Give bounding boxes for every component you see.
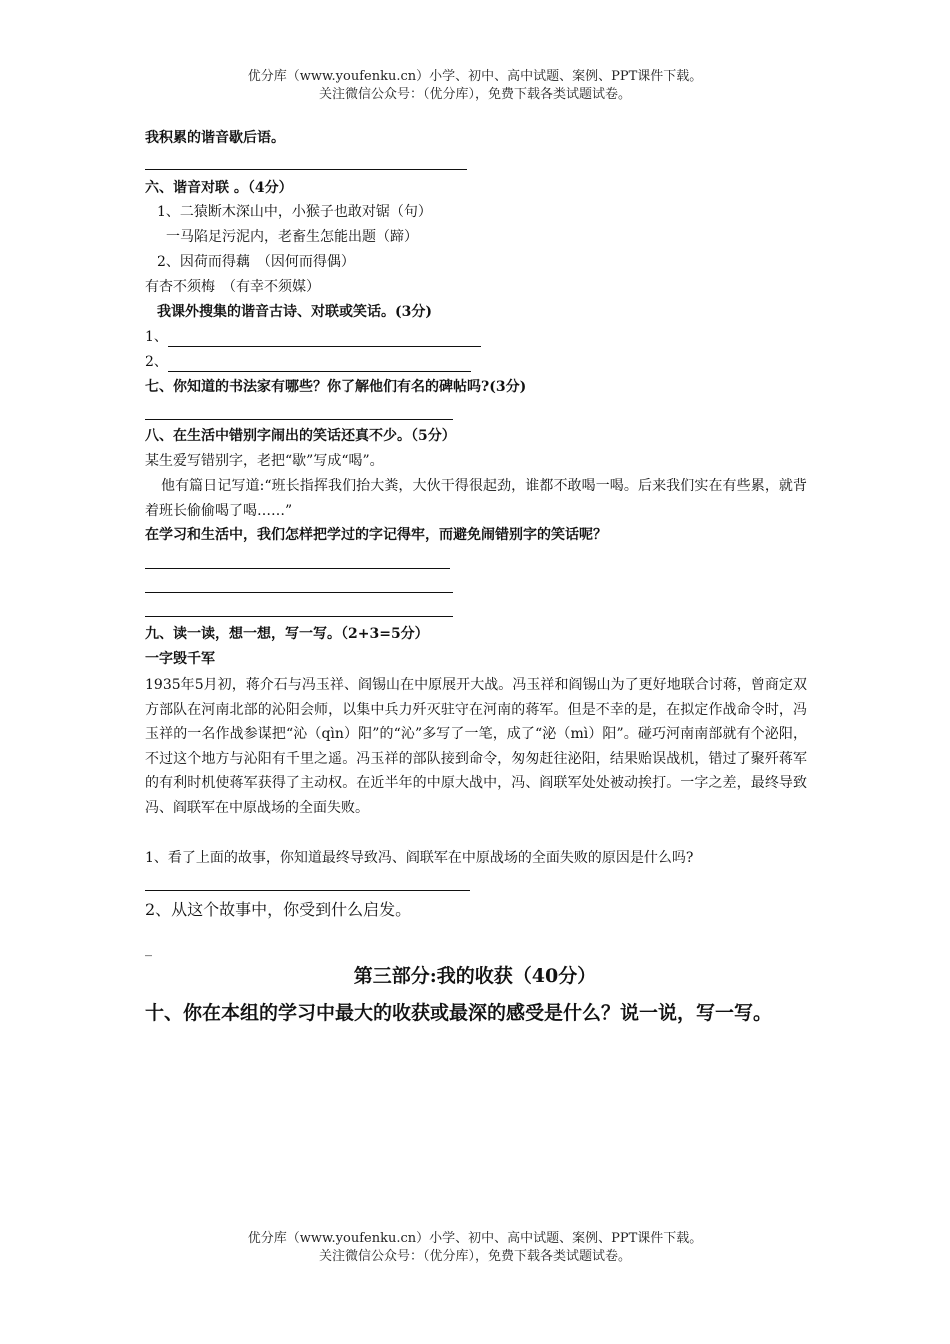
q10-prompt: 十、你在本组的学习中最大的收获或最深的感受是什么？说一说，写一写。	[145, 1002, 773, 1024]
answer-line	[145, 890, 470, 891]
q6-couplet1-lower: 一马陷足污泥内，老畜生怎能出题（蹄）	[166, 229, 418, 245]
page-header-line-1: 优分库（www.youfenku.cn）小学、初中、高中试题、案例、PPT课件下载。	[247, 69, 703, 84]
q8-paragraph-1: 某生爱写错别字，老把“歇”写成“喝”。	[145, 453, 384, 469]
q9-title: 九、读一读，想一想，写一写。（2+3=5分）	[145, 626, 429, 642]
q6-blank-1-label: 1、	[145, 329, 168, 345]
q9-story: 1935年5月初，蒋介石与冯玉祥、阎锡山在中原展开大战。冯玉祥和阎锡山为了更好地联合讨蒋，曾商定双方部队在河南北部的沁阳会师，以集中兵力歼灭驻守在河南的蒋军。但是不幸的是，在拟定作战命令时，冯玉祥的一名作战参谋把“沁（qìn）阳”的“沁”多写了一笔，成了“泌（mì）阳”。碰巧河南南部就有个泌阳，不过这个地方与沁阳有千里之遥。冯玉祥的部队接到命令，匆匆赶往泌阳，结果贻误战机，错过了聚歼蒋军的有利时机使蒋军获得了主动权。在近半年的中原大战中，冯、阎联军处处被动挨打。一字之差，最终导致冯、阎联军在中原战场的全面失败。	[145, 677, 807, 816]
q6-blank-2-label: 2、	[145, 354, 168, 370]
answer-line	[145, 592, 453, 593]
q6-couplet1-upper: 1、二猿断木深山中，小猴子也敢对锯（句）	[157, 204, 432, 220]
part3-heading: 第三部分:我的收获（40分）	[353, 965, 597, 987]
q9-question-2: 2、从这个故事中，你受到什么启发。	[145, 900, 412, 919]
q8-question: 在学习和生活中，我们怎样把学过的字记得牢，而避免闹错别字的笑话呢？	[145, 527, 607, 543]
q6-couplet2-upper: 2、因荷而得藕 （因何而得偶）	[157, 254, 355, 270]
q6-title: 六、谐音对联 。（4分）	[145, 180, 293, 196]
q8-title: 八、在生活中错别字闹出的笑话还真不少。（5分）	[145, 428, 456, 444]
page-footer-line-1: 优分库（www.youfenku.cn）小学、初中、高中试题、案例、PPT课件下载。	[247, 1231, 703, 1246]
q9-question-1: 1、看了上面的故事，你知道最终导致冯、阎联军在中原战场的全面失败的原因是什么吗?	[145, 850, 694, 866]
answer-line	[145, 568, 450, 569]
intro-heading: 我积累的谐音歇后语。	[145, 130, 285, 146]
q6-blank-1-line	[168, 332, 481, 347]
q7-title: 七、你知道的书法家有哪些？你了解他们有名的碑帖吗?(3分)	[145, 379, 527, 395]
answer-line	[145, 169, 467, 170]
q6-blank-1[interactable]	[145, 327, 481, 347]
q6-blank-2-line	[168, 357, 471, 372]
q8-paragraph-2: 他有篇日记写道:“班长指挥我们抬大粪，大伙干得很起劲，谁都不敢喝一喝。后来我们实在有些累，就背着班长偷偷喝了喝……”	[145, 478, 807, 519]
q6-task: 我课外搜集的谐音古诗、对联或笑话。(3分)	[157, 304, 432, 320]
q6-blank-2[interactable]	[145, 352, 471, 372]
answer-line	[145, 419, 453, 420]
q9-story-title: 一字毁千军	[145, 651, 215, 667]
page-header-line-2: 关注微信公众号：（优分库），免费下载各类试题试卷。	[318, 87, 631, 102]
answer-line	[145, 616, 453, 617]
page-footer-line-2: 关注微信公众号：（优分库），免费下载各类试题试卷。	[318, 1249, 631, 1264]
q6-couplet2-lower: 有杏不须梅 （有幸不须媒）	[145, 279, 320, 295]
stray-mark: _	[145, 941, 152, 957]
